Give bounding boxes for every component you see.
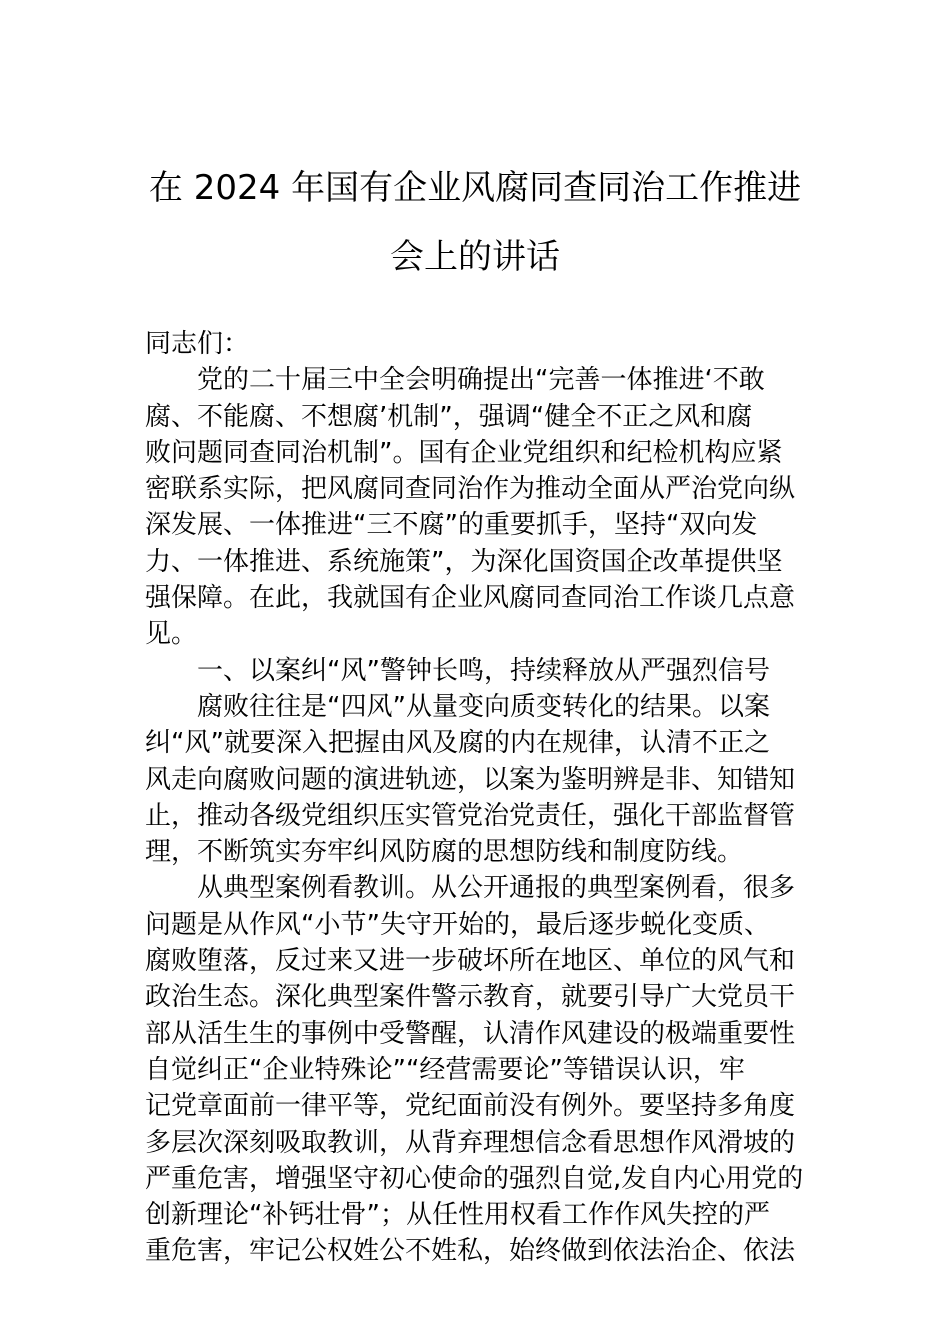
body-line: 密联系实际，把风腐同查同治作为推动全面从严治党向纵 bbox=[145, 474, 796, 505]
body-line: 重危害，牢记公权姓公不姓私，始终做到依法治企、依法 bbox=[145, 1236, 796, 1267]
body-line: 腐败往往是“四风”从量变向质变转化的结果。以案 bbox=[197, 691, 770, 722]
body-line: 自觉纠正“企业特殊论”“经营需要论”等错误认识，牢 bbox=[145, 1054, 745, 1085]
body-line: 理，不断筑实夯牢纠风防腐的思想防线和制度防线。 bbox=[145, 837, 744, 868]
section-heading-line: 一、以案纠“风”警钟长鸣，持续释放从严强烈信号 bbox=[197, 655, 770, 686]
body-line: 政治生态。深化典型案件警示教育，就要引导广大党员干 bbox=[145, 982, 796, 1013]
body-line: 强保障。在此，我就国有企业风腐同查同治工作谈几点意 bbox=[145, 583, 796, 614]
document-body bbox=[145, 326, 813, 1270]
body-line: 从典型案例看教训。从公开通报的典型案例看，很多 bbox=[197, 873, 796, 904]
body-line: 严重危害，增强坚守初心使命的强烈自觉,发自内心用党的 bbox=[145, 1163, 804, 1194]
body-line: 部从活生生的事例中受警醒，认清作风建设的极端重要性 bbox=[145, 1018, 796, 1049]
body-line: 党的二十届三中全会明确提出“完善一体推进‘不敢 bbox=[197, 365, 765, 396]
body-line: 创新理论“补钙壮骨”；从任性用权看工作作风失控的严 bbox=[145, 1200, 770, 1231]
document-title-line-1: 在 2024 年国有企业风腐同查同治工作推进 bbox=[148, 168, 802, 208]
body-line: 止，推动各级党组织压实管党治党责任，强化干部监督管 bbox=[145, 800, 796, 831]
body-line: 风走向腐败问题的演进轨迹，以案为鉴明辨是非、知错知 bbox=[145, 764, 796, 795]
body-line: 问题是从作风“小节”失守开始的，最后逐步蜕化变质、 bbox=[145, 909, 770, 940]
body-line: 力、一体推进、系统施策”，为深化国资国企改革提供坚 bbox=[145, 546, 783, 577]
document-title-line-2: 会上的讲话 bbox=[390, 237, 560, 277]
body-line: 记党章面前一律平等，党纪面前没有例外。要坚持多角度 bbox=[145, 1091, 796, 1122]
body-line: 腐败堕落，反过来又进一步破坏所在地区、单位的风气和 bbox=[145, 946, 796, 977]
salutation-line: 同志们： bbox=[145, 329, 250, 359]
body-line: 纠“风”就要深入把握由风及腐的内在规律，认清不正之 bbox=[145, 728, 770, 759]
body-line: 见。 bbox=[145, 619, 198, 650]
body-line: 败问题同查同治机制”。国有企业党组织和纪检机构应紧 bbox=[145, 437, 783, 468]
body-line: 多层次深刻吸取教训，从背弃理想信念看思想作风滑坡的 bbox=[145, 1127, 796, 1158]
body-line: 腐、不能腐、不想腐’机制”，强调“健全不正之风和腐 bbox=[145, 401, 753, 432]
body-line: 深发展、一体推进“三不腐”的重要抓手，坚持“双向发 bbox=[145, 510, 758, 541]
